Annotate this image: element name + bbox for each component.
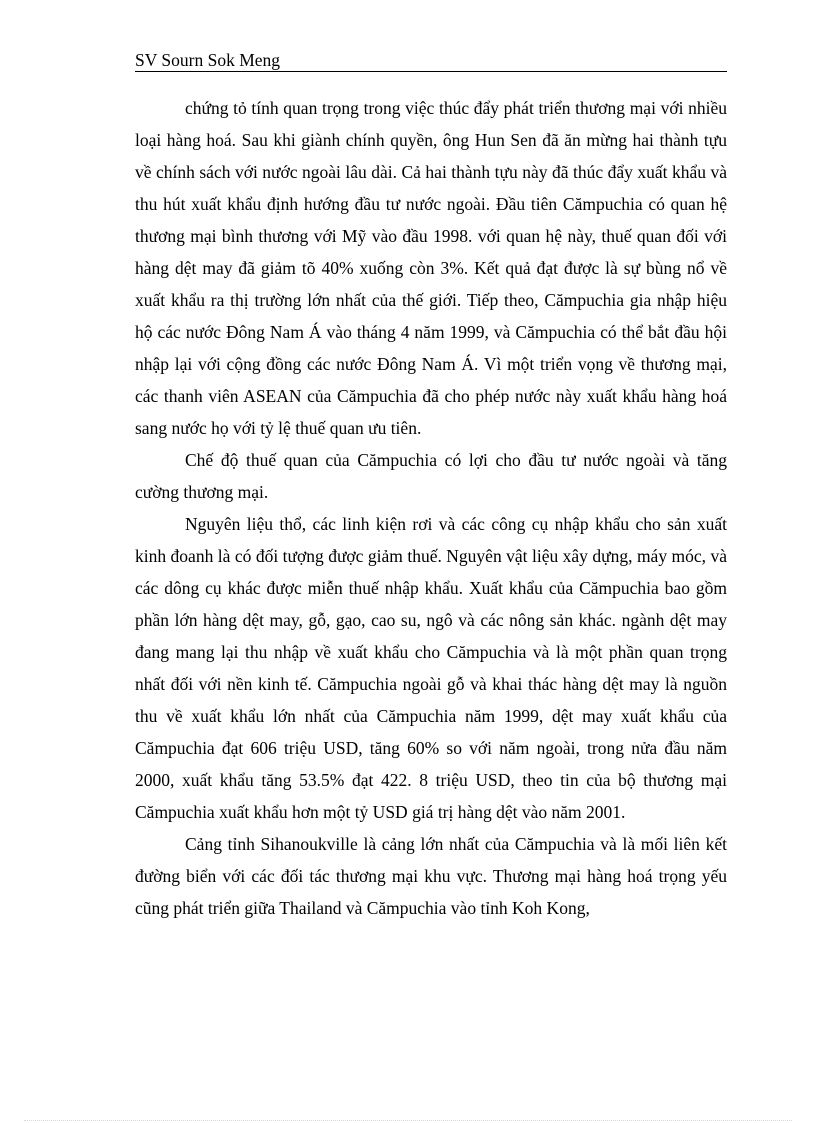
page-header (135, 50, 727, 72)
header-author: SV Sourn Sok Meng (135, 50, 281, 70)
body-text (135, 92, 727, 924)
paragraph: Nguyên liệu thổ, các linh kiện rơi và các công cụ nhập khẩu cho sản xuất kinh đoanh là có đối tượng được giảm thuế. Nguyên vật liệu xây dựng, máy móc, và các dông cụ khác được miễn thuế nhập khẩu. Xuất khẩu của Cămpuchia bao gồm phần lớn hàng dệt may, gỗ, gạo, cao su, ngô và các nông sản khác. ngành dệt may đang mang lại thu nhập về xuất khẩu cho Cămpuchia và là một phần quan trọng nhất đối với nền kinh tế. Cămpuchia ngoài gỗ và khai thác hàng dệt may là nguồn thu về xuất khẩu lớn nhất của Cămpuchia năm 1999, dệt may xuất khẩu của Cămpuchia đạt 606 triệu USD, tăng 60% so với năm ngoài, trong nửa đầu năm 2000, xuất khẩu tăng 53.5% đạt 422. 8 triệu USD, theo tin của bộ thương mại Cămpuchia xuất khẩu hơn một tỷ USD giá trị hàng dệt vào năm 2001. (135, 514, 727, 822)
page-bottom-divider (24, 1120, 792, 1121)
paragraph: chứng tỏ tính quan trọng trong việc thúc đẩy phát triển thương mại với nhiều loại hàng hoá. Sau khi giành chính quyền, ông Hun Sen đã ăn mừng hai thành tựu về chính sách với nước ngoài lâu dài. Cả hai thành tựu này đã thúc đẩy xuất khẩu và thu hút xuất khẩu định hướng đầu tư nước ngoài. Đầu tiên Cămpuchia có quan hệ thương mại bình thương với Mỹ vào đầu 1998. với quan hệ này, thuế quan đối với hàng dệt may đã giảm tõ 40% xuống còn 3%. Kết quả đạt được là sự bùng nổ về xuất khẩu ra thị trường lớn nhất của thế giới. Tiếp theo, Cămpuchia gia nhập hiệu hộ các nước Đông Nam Á vào tháng 4 năm 1999, và Cămpuchia có thể bắt đầu hội nhập lại với cộng đồng các nước Đông Nam Á. Vì một triển vọng về thương mại, các thanh viên ASEAN của Cămpuchia đã cho phép nước này xuất khẩu hàng hoá sang nước họ với tỷ lệ thuế quan ưu tiên. (135, 98, 727, 438)
paragraph: Chế độ thuế quan của Cămpuchia có lợi cho đầu tư nước ngoài và tăng cường thương mại. (135, 450, 727, 502)
paragraph: Cảng tỉnh Sihanoukville là cảng lớn nhất của Cămpuchia và là mối liên kết đường biển với các đối tác thương mại khu vực. Thương mại hàng hoá trọng yếu cũng phát triển giữa Thailand và Cămpuchia vào tỉnh Koh Kong, (135, 834, 727, 918)
